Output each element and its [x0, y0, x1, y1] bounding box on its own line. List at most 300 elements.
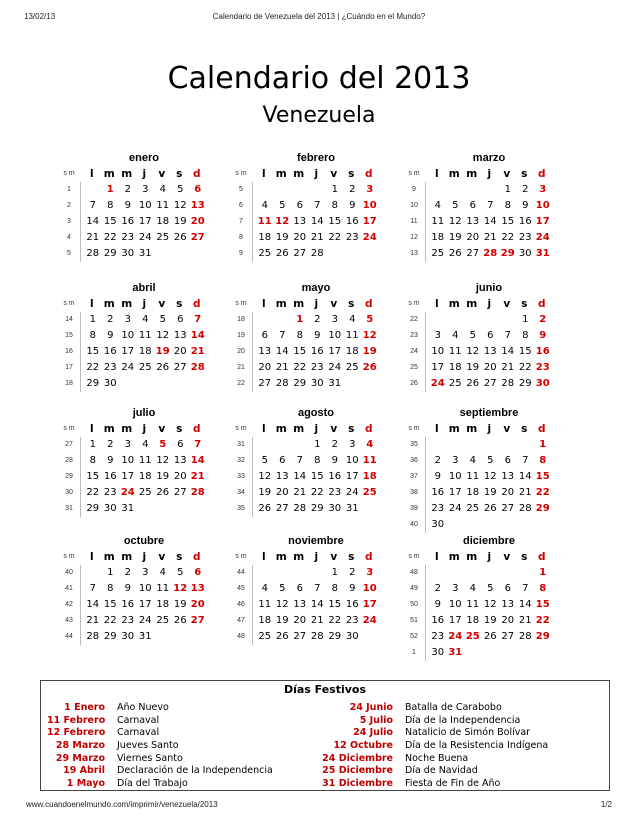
weekday-header: l	[434, 423, 439, 435]
day-cell: 5	[261, 455, 268, 466]
day-cell: 25	[258, 631, 272, 642]
week-number: 26	[410, 380, 418, 387]
week-row	[403, 581, 553, 597]
holiday-date: 12 Octubre	[333, 740, 393, 752]
day-cell: 18	[466, 615, 480, 626]
week-number: 11	[410, 218, 418, 225]
day-cell: 21	[518, 487, 532, 498]
day-cell: 1	[296, 314, 304, 325]
day-cell: 9	[331, 455, 338, 466]
week-number: 31	[237, 441, 245, 448]
holiday-row	[309, 727, 548, 740]
day-cell: 23	[310, 362, 324, 373]
empty-day-cell	[447, 437, 465, 453]
day-cell: 8	[331, 200, 338, 211]
day-cell: 25	[258, 248, 272, 259]
week-row	[58, 246, 208, 262]
day-cell: 28	[310, 631, 324, 642]
day-cell: 11	[466, 599, 480, 610]
day-cell: 2	[124, 184, 131, 195]
week-number: 1	[67, 186, 71, 193]
weekday-header: s	[521, 298, 528, 310]
month-name: enero	[129, 152, 159, 164]
empty-day-cell	[189, 629, 207, 645]
day-cell: 23	[103, 362, 117, 373]
day-cell: 18	[362, 471, 377, 482]
day-cell: 29	[535, 503, 550, 514]
weekday-header: m	[103, 298, 115, 310]
day-cell: 6	[279, 455, 286, 466]
day-cell: 5	[452, 200, 459, 211]
weekday-header: d	[192, 168, 201, 180]
empty-day-cell	[499, 312, 517, 328]
day-cell: 19	[156, 471, 170, 482]
week-number: 5	[239, 186, 243, 193]
empty-day-cell	[447, 312, 465, 328]
day-cell: 16	[121, 216, 135, 227]
day-cell: 24	[120, 487, 135, 498]
holiday-date: 24 Diciembre	[322, 752, 393, 764]
day-cell: 9	[107, 330, 114, 341]
day-cell: 12	[258, 471, 272, 482]
day-cell: 5	[159, 439, 167, 450]
day-cell: 28	[86, 248, 100, 259]
holiday-name: Viernes Santo	[117, 752, 183, 764]
day-cell: 1	[314, 439, 321, 450]
day-cell: 14	[501, 346, 515, 357]
day-cell: 16	[345, 216, 359, 227]
day-cell: 28	[483, 248, 498, 259]
day-cell: 20	[466, 232, 480, 243]
week-number: 40	[410, 521, 418, 528]
empty-day-cell	[172, 246, 190, 262]
day-cell: 27	[258, 378, 272, 389]
empty-day-cell	[154, 246, 172, 262]
weekday-header: v	[503, 168, 511, 180]
day-cell: 9	[314, 330, 321, 341]
weekday-header: j	[142, 551, 147, 563]
weekday-header: m	[103, 551, 115, 563]
weekday-header: v	[503, 423, 511, 435]
day-cell: 17	[121, 471, 135, 482]
day-cell: 25	[138, 487, 152, 498]
weekday-header: m	[466, 551, 478, 563]
day-cell: 2	[314, 314, 321, 325]
week-number-label: s m	[63, 300, 75, 307]
day-cell: 26	[483, 631, 497, 642]
day-cell: 29	[500, 248, 515, 259]
day-cell: 30	[103, 378, 117, 389]
empty-day-cell	[256, 565, 274, 581]
day-cell: 31	[121, 503, 135, 514]
holiday-date: 12 Febrero	[47, 727, 106, 739]
day-cell: 16	[518, 216, 532, 227]
day-cell: 25	[156, 232, 170, 243]
day-cell: 29	[103, 248, 117, 259]
day-cell: 26	[483, 503, 497, 514]
day-cell: 20	[173, 346, 187, 357]
holiday-row	[309, 765, 548, 778]
day-cell: 26	[156, 362, 170, 373]
day-cell: 16	[345, 599, 359, 610]
day-cell: 8	[314, 455, 321, 466]
day-cell: 6	[504, 583, 511, 594]
day-cell: 7	[194, 314, 202, 325]
empty-day-cell	[291, 182, 309, 198]
day-cell: 31	[535, 248, 550, 259]
day-cell: 6	[469, 200, 476, 211]
day-cell: 18	[156, 216, 170, 227]
day-cell: 4	[434, 200, 441, 211]
day-cell: 28	[190, 362, 205, 373]
week-row	[230, 214, 380, 230]
weekday-header: s	[176, 298, 183, 310]
day-cell: 6	[296, 200, 303, 211]
day-cell: 22	[86, 487, 100, 498]
weekday-header: l	[89, 168, 94, 180]
weekday-header: j	[487, 423, 492, 435]
week-number: 36	[410, 457, 418, 464]
day-cell: 24	[138, 615, 152, 626]
day-cell: 25	[465, 631, 480, 642]
week-row	[230, 182, 380, 198]
day-cell: 30	[310, 378, 324, 389]
week-row	[403, 597, 553, 613]
day-cell: 4	[452, 330, 459, 341]
weekday-header: l	[261, 423, 266, 435]
week-number: 32	[237, 457, 245, 464]
day-cell: 21	[310, 615, 324, 626]
empty-day-cell	[464, 517, 482, 533]
day-cell: 22	[293, 362, 307, 373]
day-cell: 30	[518, 248, 532, 259]
day-cell: 13	[190, 583, 205, 594]
day-cell: 23	[345, 232, 359, 243]
month-febrero	[230, 150, 380, 262]
day-cell: 21	[86, 615, 100, 626]
day-cell: 27	[190, 232, 205, 243]
day-cell: 7	[296, 455, 303, 466]
day-cell: 19	[275, 615, 289, 626]
day-cell: 4	[469, 583, 476, 594]
weekday-header: m	[466, 298, 478, 310]
week-row	[403, 360, 553, 376]
day-cell: 15	[535, 599, 550, 610]
weekday-header: j	[142, 298, 147, 310]
day-cell: 12	[483, 599, 497, 610]
empty-day-cell	[464, 565, 482, 581]
holidays-column-left	[47, 702, 273, 791]
day-cell: 28	[501, 378, 515, 389]
day-cell: 13	[275, 471, 289, 482]
day-cell: 23	[535, 362, 550, 373]
week-number: 45	[237, 585, 245, 592]
weekday-header: d	[364, 298, 373, 310]
day-cell: 20	[275, 487, 289, 498]
day-cell: 12	[275, 216, 290, 227]
day-cell: 18	[448, 362, 462, 373]
week-number: 19	[237, 332, 245, 339]
week-number: 39	[410, 505, 418, 512]
weekday-header: s	[176, 168, 183, 180]
day-cell: 22	[86, 362, 100, 373]
weekday-header: m	[103, 423, 115, 435]
week-number: 15	[65, 332, 73, 339]
empty-day-cell	[256, 312, 274, 328]
week-number: 23	[410, 332, 418, 339]
day-cell: 3	[124, 439, 131, 450]
week-row	[58, 198, 208, 214]
day-cell: 2	[349, 184, 356, 195]
week-number: 24	[410, 348, 418, 355]
day-cell: 12	[448, 216, 462, 227]
week-number-label: s m	[63, 553, 75, 560]
empty-day-cell	[326, 246, 344, 262]
week-number: 33	[237, 473, 245, 480]
empty-day-cell	[344, 246, 362, 262]
day-cell: 18	[258, 615, 272, 626]
month-marzo	[403, 150, 553, 262]
empty-day-cell	[154, 501, 172, 517]
holiday-date: 31 Diciembre	[322, 778, 393, 790]
day-cell: 22	[103, 232, 117, 243]
weekday-header: s	[521, 168, 528, 180]
weekday-header: s	[176, 551, 183, 563]
week-number-label: s m	[235, 425, 247, 432]
week-row	[403, 376, 553, 392]
day-cell: 19	[483, 487, 497, 498]
week-row	[403, 565, 553, 581]
day-cell: 30	[121, 631, 135, 642]
weekday-header: j	[314, 423, 319, 435]
day-cell: 20	[483, 362, 497, 373]
week-number-label: s m	[408, 300, 420, 307]
day-cell: 19	[173, 216, 187, 227]
weekday-header: j	[142, 423, 147, 435]
day-cell: 6	[177, 439, 184, 450]
day-cell: 27	[275, 503, 289, 514]
week-row	[230, 312, 380, 328]
empty-day-cell	[84, 182, 102, 198]
day-cell: 4	[142, 439, 149, 450]
holiday-name: Noche Buena	[405, 752, 469, 764]
empty-day-cell	[464, 645, 482, 661]
day-cell: 21	[483, 232, 497, 243]
empty-day-cell	[482, 645, 500, 661]
week-number: 48	[237, 633, 245, 640]
day-cell: 16	[121, 599, 135, 610]
day-cell: 10	[138, 583, 152, 594]
empty-day-cell	[274, 312, 292, 328]
weekday-header: l	[434, 168, 439, 180]
day-cell: 13	[466, 216, 480, 227]
day-cell: 7	[504, 330, 511, 341]
day-cell: 17	[138, 599, 152, 610]
day-cell: 1	[522, 314, 529, 325]
day-cell: 30	[345, 631, 359, 642]
day-cell: 29	[103, 631, 117, 642]
day-cell: 15	[518, 346, 532, 357]
weekday-header: v	[158, 423, 166, 435]
weekday-header: m	[293, 298, 305, 310]
empty-day-cell	[291, 437, 309, 453]
empty-day-cell	[499, 645, 517, 661]
day-cell: 14	[518, 599, 532, 610]
month-name: junio	[475, 282, 503, 294]
day-cell: 27	[293, 631, 307, 642]
day-cell: 3	[452, 455, 459, 466]
day-cell: 3	[331, 314, 338, 325]
day-cell: 31	[345, 503, 359, 514]
holiday-name: Jueves Santo	[117, 740, 179, 752]
weekday-header: d	[537, 551, 546, 563]
day-cell: 28	[293, 503, 307, 514]
weekday-header: s	[348, 551, 355, 563]
day-cell: 5	[279, 583, 286, 594]
day-cell: 5	[159, 314, 166, 325]
holiday-name: Carnaval	[117, 714, 160, 726]
weekday-header: m	[293, 423, 305, 435]
day-cell: 17	[362, 216, 377, 227]
weekday-header: v	[503, 298, 511, 310]
day-cell: 7	[279, 330, 286, 341]
day-cell: 3	[366, 567, 374, 578]
weekday-header: d	[537, 168, 546, 180]
empty-day-cell	[274, 565, 292, 581]
day-cell: 24	[362, 615, 377, 626]
day-cell: 24	[448, 631, 463, 642]
day-cell: 20	[501, 487, 515, 498]
week-row	[58, 613, 208, 629]
holiday-date: 29 Marzo	[55, 752, 105, 764]
weekday-header: s	[521, 551, 528, 563]
weekday-header: m	[121, 551, 133, 563]
month-abril	[58, 280, 208, 392]
day-cell: 15	[86, 346, 100, 357]
day-cell: 13	[293, 216, 307, 227]
day-cell: 10	[328, 330, 342, 341]
week-number-label: s m	[408, 553, 420, 560]
day-cell: 17	[431, 362, 445, 373]
empty-day-cell	[429, 565, 447, 581]
empty-day-cell	[309, 565, 327, 581]
week-row	[58, 344, 208, 360]
day-cell: 7	[522, 455, 529, 466]
weekday-header: d	[192, 423, 201, 435]
day-cell: 22	[518, 362, 532, 373]
week-row	[403, 453, 553, 469]
day-cell: 31	[328, 378, 342, 389]
day-cell: 11	[448, 346, 462, 357]
weekday-header: m	[448, 423, 460, 435]
day-cell: 14	[518, 471, 532, 482]
day-cell: 5	[177, 567, 184, 578]
weekday-header: m	[466, 168, 478, 180]
week-row	[403, 437, 553, 453]
weekday-header: v	[330, 168, 338, 180]
weekday-header: m	[448, 551, 460, 563]
day-cell: 1	[107, 567, 114, 578]
empty-day-cell	[482, 565, 500, 581]
day-cell: 28	[86, 631, 100, 642]
day-cell: 26	[173, 232, 187, 243]
day-cell: 1	[504, 184, 511, 195]
day-cell: 26	[156, 487, 170, 498]
empty-day-cell	[172, 376, 190, 392]
day-cell: 10	[121, 455, 135, 466]
empty-day-cell	[447, 182, 465, 198]
day-cell: 17	[328, 346, 342, 357]
empty-day-cell	[361, 246, 379, 262]
weekday-header: v	[158, 168, 166, 180]
day-cell: 5	[177, 184, 184, 195]
weekday-header: m	[275, 298, 287, 310]
day-cell: 9	[349, 200, 356, 211]
day-cell: 17	[448, 615, 462, 626]
day-cell: 6	[487, 330, 494, 341]
day-cell: 25	[362, 487, 377, 498]
holiday-name: Batalla de Carabobo	[405, 702, 502, 713]
weekday-header: l	[261, 298, 266, 310]
month-octubre	[58, 533, 208, 645]
day-cell: 14	[190, 330, 205, 341]
day-cell: 20	[173, 471, 187, 482]
week-number: 14	[65, 316, 73, 323]
empty-day-cell	[154, 376, 172, 392]
week-number: 13	[410, 250, 418, 257]
day-cell: 14	[483, 216, 497, 227]
week-row	[58, 565, 208, 581]
week-number: 18	[65, 380, 73, 387]
day-cell: 11	[431, 216, 445, 227]
day-cell: 28	[310, 248, 324, 259]
day-cell: 26	[258, 503, 272, 514]
day-cell: 8	[107, 583, 114, 594]
week-number: 41	[65, 585, 73, 592]
day-cell: 19	[173, 599, 187, 610]
day-cell: 31	[448, 647, 463, 658]
day-cell: 9	[124, 200, 131, 211]
day-cell: 1	[539, 567, 547, 578]
day-cell: 1	[89, 314, 96, 325]
empty-day-cell	[84, 565, 102, 581]
week-row	[403, 469, 553, 485]
day-cell: 21	[518, 615, 532, 626]
week-number: 1	[412, 649, 416, 656]
day-cell: 27	[501, 631, 515, 642]
empty-day-cell	[137, 501, 155, 517]
day-cell: 12	[275, 599, 289, 610]
day-cell: 6	[296, 583, 303, 594]
week-number: 9	[412, 186, 416, 193]
day-cell: 10	[138, 200, 152, 211]
empty-day-cell	[119, 376, 137, 392]
holiday-name: Fiesta de Fin de Año	[405, 778, 501, 790]
week-row	[403, 629, 553, 645]
day-cell: 4	[349, 314, 356, 325]
day-cell: 29	[293, 378, 307, 389]
day-cell: 28	[190, 487, 205, 498]
day-cell: 23	[431, 503, 445, 514]
day-cell: 11	[138, 330, 152, 341]
holiday-date: 25 Diciembre	[322, 765, 393, 777]
day-cell: 2	[434, 455, 441, 466]
week-row	[403, 230, 553, 246]
week-row	[58, 581, 208, 597]
day-cell: 10	[448, 471, 462, 482]
holiday-name: Día de Navidad	[405, 765, 478, 777]
weekday-header: m	[275, 168, 287, 180]
